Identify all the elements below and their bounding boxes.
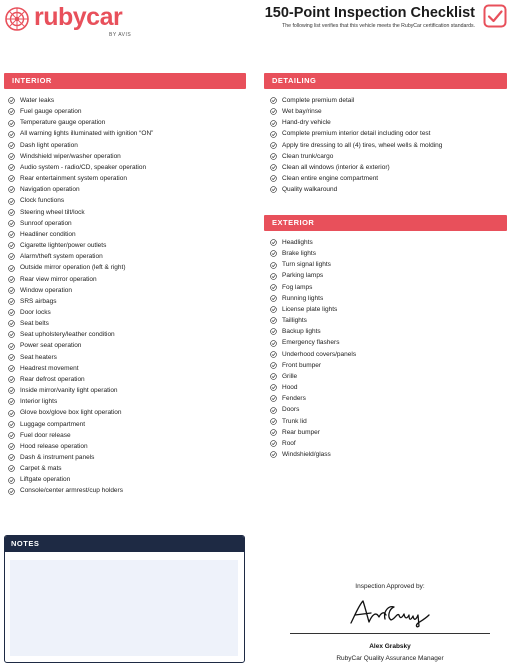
notes-area[interactable] xyxy=(10,560,238,656)
checklist-item xyxy=(6,184,246,195)
notes-header: NOTES xyxy=(5,536,244,552)
check-circle-icon xyxy=(270,351,277,358)
checklist-item-label: Rear bumper xyxy=(282,428,320,436)
checklist-item xyxy=(6,419,246,430)
signature-line xyxy=(290,633,490,634)
check-circle-icon xyxy=(8,175,15,182)
checklist-item-label: Taillights xyxy=(282,317,307,325)
check-circle-icon xyxy=(8,432,15,439)
checklist-item xyxy=(6,441,246,452)
page-title: 150-Point Inspection Checklist xyxy=(264,5,475,21)
interior-section-header: INTERIOR xyxy=(4,73,246,89)
checklist-item xyxy=(6,407,246,418)
check-circle-icon xyxy=(8,454,15,461)
check-circle-icon xyxy=(270,131,277,138)
check-circle-icon xyxy=(270,317,277,324)
check-circle-icon xyxy=(270,186,277,193)
checklist-item-label: Parking lamps xyxy=(282,272,324,280)
checklist-item xyxy=(268,315,508,326)
checklist-item xyxy=(6,218,246,229)
check-circle-icon xyxy=(270,164,277,171)
check-circle-icon xyxy=(8,265,15,272)
check-circle-icon xyxy=(270,384,277,391)
checklist-item xyxy=(268,427,508,438)
checklist-item-label: Complete premium detail xyxy=(282,97,355,104)
signature-image xyxy=(345,595,435,630)
checklist-item-label: Windshield wiper/washer operation xyxy=(20,152,121,160)
checklist-item-label: Outside mirror operation (left & right) xyxy=(20,264,126,272)
check-circle-icon xyxy=(270,407,277,414)
checklist-item xyxy=(6,318,246,329)
checklist-item xyxy=(6,95,246,106)
checklist-item-label: License plate lights xyxy=(282,305,338,313)
check-circle-icon xyxy=(8,320,15,327)
check-circle-icon xyxy=(8,120,15,127)
checklist-item-label: Fog lamps xyxy=(282,283,313,291)
checklist-item xyxy=(6,363,246,374)
checklist-item-label: Emergency flashers xyxy=(282,339,340,347)
checklist-item xyxy=(268,106,508,117)
checklist-item-label: Clean entire engine compartment xyxy=(282,175,379,183)
checklist-item xyxy=(268,404,508,415)
detailing-checklist xyxy=(268,95,508,195)
checklist-item xyxy=(268,128,508,139)
check-circle-icon xyxy=(8,287,15,294)
checklist-item-label: Cigarette lighter/power outlets xyxy=(20,242,107,250)
check-circle-icon xyxy=(8,443,15,450)
checklist-item xyxy=(6,251,246,262)
check-circle-icon xyxy=(270,262,277,269)
rubycar-logo xyxy=(4,4,144,40)
checklist-item-label: Alarm/theft system operation xyxy=(20,253,103,261)
checklist-item-label: Doors xyxy=(282,406,300,414)
checklist-item-label: Liftgate operation xyxy=(20,476,71,484)
checklist-item-label: Dash & instrument panels xyxy=(20,454,95,461)
check-circle-icon xyxy=(270,120,277,127)
logo-subtext: BY AVIS xyxy=(109,32,132,38)
checklist-item-label: Apply tire dressing to all (4) tires, wheel wells & molding xyxy=(282,141,443,149)
check-circle-icon xyxy=(8,253,15,260)
notes-panel xyxy=(4,535,245,663)
checklist-item xyxy=(6,140,246,151)
checklist-item-label: Hood release operation xyxy=(20,442,88,450)
checklist-item xyxy=(268,162,508,173)
check-circle-icon xyxy=(270,362,277,369)
checklist-item xyxy=(6,340,246,351)
check-circle-icon xyxy=(8,131,15,138)
checklist-item xyxy=(6,430,246,441)
checklist-item-label: Interior lights xyxy=(20,398,58,406)
checklist-item xyxy=(6,106,246,117)
checklist-item xyxy=(268,393,508,404)
checklist-item-label: Rear view mirror operation xyxy=(20,275,97,283)
checklist-item-label: All warning lights illuminated with ignition “ON” xyxy=(20,130,154,138)
check-circle-icon xyxy=(270,440,277,447)
checklist-item xyxy=(268,304,508,315)
check-circle-icon xyxy=(270,273,277,280)
check-circle-icon xyxy=(270,239,277,246)
checklist-item-label: Front bumper xyxy=(282,361,322,369)
checklist-item-label: Dash light operation xyxy=(20,141,78,149)
checklist-item-label: Headliner condition xyxy=(20,230,76,238)
check-circle-icon xyxy=(8,354,15,361)
checklist-item-label: Console/center armrest/cup holders xyxy=(20,487,123,495)
checklist-item xyxy=(268,173,508,184)
checklist-item xyxy=(6,162,246,173)
check-circle-icon xyxy=(270,97,277,104)
checklist-item xyxy=(268,184,508,195)
checklist-item-label: Headlights xyxy=(282,239,313,246)
checklist-item xyxy=(6,485,246,496)
approval-label: Inspection Approved by: xyxy=(355,583,425,590)
checklist-item-label: Clean trunk/cargo xyxy=(282,152,334,160)
checklist-item xyxy=(268,293,508,304)
checklist-item-label: Quality walkaround xyxy=(282,186,338,194)
checklist-item xyxy=(268,270,508,281)
check-circle-icon xyxy=(8,142,15,149)
checklist-item-label: Power seat operation xyxy=(20,342,82,350)
check-circle-icon xyxy=(8,477,15,484)
checklist-item xyxy=(6,385,246,396)
check-circle-icon xyxy=(8,298,15,305)
checklist-item xyxy=(268,337,508,348)
checklist-item-label: Brake lights xyxy=(282,250,316,258)
checklist-item-label: Seat belts xyxy=(20,320,49,328)
checklist-item-label: Clock functions xyxy=(20,197,65,205)
checklist-item-label: Trunk lid xyxy=(282,417,307,425)
check-circle-icon xyxy=(8,365,15,372)
check-circle-icon xyxy=(8,186,15,193)
checklist-item-label: Luggage compartment xyxy=(20,420,86,428)
checklist-item xyxy=(6,240,246,251)
checklist-item xyxy=(268,117,508,128)
check-circle-icon xyxy=(8,164,15,171)
signer-name: Alex Grabsky xyxy=(369,643,411,650)
check-circle-icon xyxy=(270,373,277,380)
checklist-item xyxy=(6,274,246,285)
checklist-item xyxy=(6,128,246,139)
checklist-item-label: Steering wheel tilt/lock xyxy=(20,208,85,216)
checklist-item xyxy=(6,452,246,463)
exterior-section-header: EXTERIOR xyxy=(264,215,507,231)
check-circle-icon xyxy=(270,153,277,160)
check-circle-icon xyxy=(8,97,15,104)
checklist-item-label: Inside mirror/vanity light operation xyxy=(20,387,118,395)
checklist-item-label: Fenders xyxy=(282,395,306,403)
checklist-item-label: Seat heaters xyxy=(20,353,57,361)
checklist-item-label: Fuel door release xyxy=(20,431,71,439)
check-circle-icon xyxy=(8,276,15,283)
check-circle-icon xyxy=(270,108,277,115)
checklist-item xyxy=(268,140,508,151)
check-circle-icon xyxy=(8,343,15,350)
check-circle-icon xyxy=(270,429,277,436)
page-subtitle: The following list verifies that this vehicle meets the RubyCar certification standards. xyxy=(282,23,475,29)
checklist-item-label: Audio system - radio/CD, speaker operation xyxy=(20,163,147,171)
detailing-section-header: DETAILING xyxy=(264,73,507,89)
check-circle-icon xyxy=(270,250,277,257)
checklist-item xyxy=(6,329,246,340)
exterior-checklist xyxy=(268,237,508,460)
checklist-item-label: Glove box/glove box light operation xyxy=(20,409,122,417)
checklist-item-label: Underhood covers/panels xyxy=(282,350,357,358)
check-circle-icon xyxy=(8,220,15,227)
check-circle-icon xyxy=(270,418,277,425)
checklist-item-label: Wet bay/rinse xyxy=(282,108,322,116)
check-circle-icon xyxy=(270,451,277,458)
check-circle-icon xyxy=(8,387,15,394)
checklist-item-label: Seat upholstery/leather condition xyxy=(20,331,115,339)
checklist-item xyxy=(6,117,246,128)
checklist-item-label: Sunroof operation xyxy=(20,219,72,227)
checklist-item xyxy=(6,463,246,474)
checkbox-badge-icon xyxy=(483,4,507,28)
check-circle-icon xyxy=(270,142,277,149)
checklist-item xyxy=(6,352,246,363)
check-circle-icon xyxy=(8,209,15,216)
checklist-item-label: Clean all windows (interior & exterior) xyxy=(282,163,390,171)
check-circle-icon xyxy=(270,395,277,402)
checklist-item xyxy=(268,360,508,371)
checklist-item-label: Turn signal lights xyxy=(282,261,331,269)
checklist-item-label: Window operation xyxy=(20,286,73,294)
checklist-item xyxy=(268,248,508,259)
check-circle-icon xyxy=(8,309,15,316)
signer-title: RubyCar Quality Assurance Manager xyxy=(336,655,444,662)
check-circle-icon xyxy=(8,465,15,472)
checklist-item xyxy=(268,237,508,248)
checklist-item-label: Grille xyxy=(282,372,298,380)
checklist-item xyxy=(6,474,246,485)
checklist-item-label: Water leaks xyxy=(20,97,55,104)
check-circle-icon xyxy=(270,175,277,182)
checklist-item xyxy=(6,207,246,218)
interior-checklist xyxy=(6,95,246,497)
checklist-item xyxy=(6,195,246,206)
checklist-item-label: Temperature gauge operation xyxy=(20,119,106,127)
check-circle-icon xyxy=(8,398,15,405)
check-circle-icon xyxy=(270,284,277,291)
checklist-item xyxy=(268,282,508,293)
checklist-item-label: Rear entertainment system operation xyxy=(20,175,127,183)
rubycar-gem-icon xyxy=(4,6,30,32)
check-circle-icon xyxy=(8,331,15,338)
checklist-item-label: Complete premium interior detail including odor test xyxy=(282,130,431,138)
checklist-item xyxy=(6,285,246,296)
check-circle-icon xyxy=(8,421,15,428)
check-circle-icon xyxy=(8,488,15,495)
logo-text: rubycar xyxy=(34,3,123,31)
checklist-item-label: Rear defrost operation xyxy=(20,375,85,383)
checklist-item-label: Windshield/glass xyxy=(282,450,331,458)
checklist-item xyxy=(268,438,508,449)
checklist-item xyxy=(268,371,508,382)
checklist-item xyxy=(6,396,246,407)
check-circle-icon xyxy=(8,410,15,417)
check-circle-icon xyxy=(270,295,277,302)
check-circle-icon xyxy=(8,376,15,383)
check-circle-icon xyxy=(8,242,15,249)
checklist-item-label: Carpet & mats xyxy=(20,465,62,473)
check-circle-icon xyxy=(8,231,15,238)
checklist-item xyxy=(268,259,508,270)
checklist-item-label: Door locks xyxy=(20,308,51,316)
check-circle-icon xyxy=(8,108,15,115)
checklist-item-label: Running lights xyxy=(282,294,324,302)
checklist-item xyxy=(268,382,508,393)
checklist-item xyxy=(6,307,246,318)
checklist-item-label: Hood xyxy=(282,384,298,392)
checklist-item xyxy=(6,262,246,273)
check-circle-icon xyxy=(8,198,15,205)
checklist-item xyxy=(268,151,508,162)
checklist-item xyxy=(6,151,246,162)
checklist-item-label: SRS airbags xyxy=(20,297,57,305)
check-circle-icon xyxy=(8,153,15,160)
check-circle-icon xyxy=(270,306,277,313)
checklist-item xyxy=(6,296,246,307)
checklist-item-label: Navigation operation xyxy=(20,186,80,194)
check-circle-icon xyxy=(270,328,277,335)
checklist-item xyxy=(6,229,246,240)
checklist-item-label: Headrest movement xyxy=(20,364,79,372)
checklist-item-label: Backup lights xyxy=(282,328,321,336)
checklist-item-label: Hand-dry vehicle xyxy=(282,119,331,127)
checklist-item xyxy=(268,349,508,360)
checklist-item-label: Fuel gauge operation xyxy=(20,108,82,116)
checklist-item xyxy=(268,416,508,427)
check-circle-icon xyxy=(270,340,277,347)
checklist-item xyxy=(268,95,508,106)
checklist-item xyxy=(6,374,246,385)
checklist-item xyxy=(268,326,508,337)
checklist-item xyxy=(6,173,246,184)
checklist-item xyxy=(268,449,508,460)
checklist-item-label: Roof xyxy=(282,439,296,447)
